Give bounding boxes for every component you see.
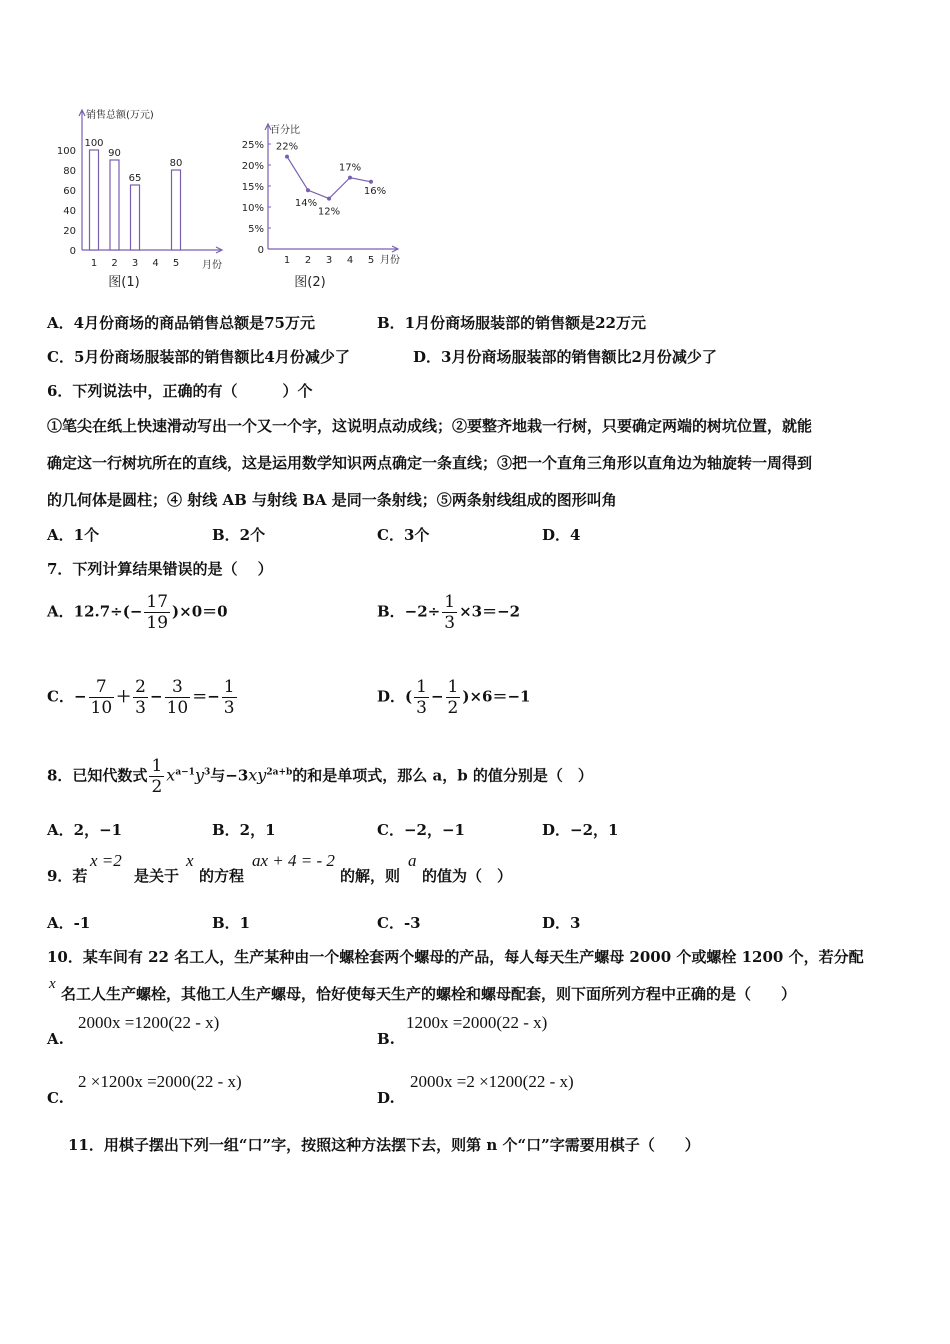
q9-option-d: D．3 (542, 914, 581, 932)
q9-prefix: 9．若 (47, 867, 88, 885)
figure1-bar-chart (52, 104, 242, 294)
q9-equation: ax + 4 = - 2 (252, 851, 335, 870)
fraction: $\frac{7}{10}$ (90, 677, 113, 718)
bar-value-label: 100 (84, 138, 104, 149)
q10-option-b-equation: 1200x =2000(22 - x) (406, 1013, 548, 1032)
q5-option-b: B．1月份商场服装部的销售额是22万元 (377, 314, 646, 332)
q9-suffix: 的值为（ ） (422, 867, 513, 885)
q9-equation-x: x =2 (90, 851, 122, 870)
data-point-label: 16% (363, 185, 387, 197)
y-axis-label: 百分比 (270, 125, 300, 136)
data-point (306, 188, 310, 192)
data-point-label: 17% (338, 162, 362, 174)
fraction: $\frac{1}{2}$ (151, 756, 163, 797)
bar-value-label: 90 (108, 148, 121, 159)
q8-option-d: D．−2，1 (542, 821, 619, 839)
x-tick-label: 1 (283, 255, 291, 266)
q8-option-a: A．2，−1 (47, 821, 123, 839)
q9-variable-x: x (186, 851, 194, 870)
q8-option-b: B．2，1 (212, 821, 276, 839)
y-tick-label: 0 (69, 246, 76, 257)
data-point (348, 176, 352, 180)
data-point (369, 180, 373, 184)
q10-stem-line1: 10．某车间有 22 名工人，生产某种由一个螺栓套两个螺母的产品，每人每天生产螺母 2000 个或螺栓 1200 个，若分配 (47, 948, 864, 966)
y-tick-label: 60 (63, 186, 76, 197)
q7-option-d: D．( $\frac{1}{3}$ − $\frac{1}{2}$ )×6＝−1 (377, 677, 531, 718)
q8-stem: 8．已知代数式 $\frac{1}{2}$ $x^{a-1}y^3$与$-3xy^{2a+b}$的和是单项式，那么 a，b 的值分别是（ ） (47, 756, 593, 797)
bar (90, 150, 99, 250)
q5-option-d: D．3月份商场服装部的销售额比2月份减少了 (413, 348, 717, 366)
bar-value-label: 80 (169, 158, 183, 169)
q9-option-b: B．1 (212, 914, 251, 932)
q9-text-about: 是关于 (134, 867, 180, 885)
fraction: $\frac{3}{10}$ (166, 677, 189, 718)
figure1-plot (57, 108, 222, 290)
q6-body-line2: 确定这一行树坑所在的直线，这是运用数学知识两点确定一条直线；③把一个直角三角形以直角边为轴旋转一周得到 (47, 454, 813, 472)
q9-text-equation: 的方程 (199, 867, 245, 885)
q6-option-d: D．4 (542, 526, 581, 544)
fraction: $\frac{2}{3}$ (135, 677, 146, 718)
q10-option-b-label: B. (377, 1030, 395, 1048)
fraction: $\frac{17}{19}$ (146, 592, 169, 633)
data-point (285, 155, 289, 159)
y-tick-label: 10% (241, 203, 264, 214)
q6-stem: 6．下列说法中，正确的有（ ）个 (47, 382, 313, 400)
data-point (327, 197, 331, 201)
q11-stem: 11．用棋子摆出下列一组“口”字，按照这种方法摆下去，则第 n 个“口”字需要用棋子（ ） (68, 1136, 700, 1154)
y-tick-label: 80 (63, 166, 76, 177)
q10-option-d-equation: 2000x =2 ×1200(22 - x) (410, 1072, 574, 1091)
q10-option-a-label: A. (47, 1030, 64, 1048)
fraction: $\frac{1}{2}$ (447, 677, 459, 718)
figure2-plot (242, 123, 400, 290)
x-tick-label: 2 (304, 255, 312, 266)
q5-option-c: C．5月份商场服装部的销售额比4月份减少了 (47, 348, 350, 366)
bar (131, 185, 140, 250)
figure-caption: 图(2) (294, 275, 326, 290)
bar (172, 170, 181, 250)
q6-body-line3: 的几何体是圆柱；④ 射线 AB 与射线 BA 是同一条射线；⑤两条射线组成的图形叫角 (47, 491, 617, 509)
y-tick-label: 20% (241, 161, 264, 172)
q9-text-solution: 的解，则 (340, 867, 401, 885)
y-tick-label: 40 (63, 206, 76, 217)
x-tick-label: 5 (367, 255, 375, 266)
y-tick-label: 0 (257, 245, 264, 256)
q6-body-line1: ①笔尖在纸上快速滑动写出一个又一个字，这说明点动成线；②要整齐地栽一行树，只要确定两端的树坑位置，就能 (47, 417, 813, 435)
q7-option-a: A．12.7÷(− $\frac{17}{19}$ )×0＝0 (47, 592, 228, 633)
q8-option-c: C．−2，−1 (377, 821, 465, 839)
q7-option-c: C．− $\frac{7}{10}$ ＋ $\frac{2}{3}$ − $\frac{3}{10}$ ＝− $\frac{1}{3}$ (47, 677, 235, 718)
x-tick-label: 4 (346, 255, 354, 266)
y-tick-label: 15% (241, 182, 264, 193)
bar-value-label: 65 (128, 173, 142, 184)
figure2-line-chart (238, 118, 418, 296)
y-axis-label: 销售总额(万元) (86, 110, 154, 121)
x-axis-label: 月份 (380, 255, 400, 266)
x-tick-label: 3 (325, 255, 333, 266)
q10-option-a-equation: 2000x =1200(22 - x) (78, 1013, 220, 1032)
q9-variable-a: a (408, 851, 417, 870)
figure-caption: 图(1) (108, 275, 140, 290)
q5-option-a: A．4月份商场的商品销售总额是75万元 (47, 314, 315, 332)
data-point-label: 12% (317, 206, 341, 218)
y-tick-label: 100 (56, 146, 76, 157)
q9-option-a: A．-1 (47, 914, 91, 932)
fraction: $\frac{1}{3}$ (444, 592, 456, 633)
q7-option-b: B．−2÷ $\frac{1}{3}$ ×3＝−2 (377, 592, 521, 633)
data-point-label: 22% (275, 141, 299, 153)
q10-option-c-label: C. (47, 1089, 64, 1107)
bar (110, 160, 119, 250)
q6-option-b: B．2个 (212, 526, 266, 544)
x-tick-label: 5 (172, 258, 180, 269)
x-tick-label: 4 (152, 258, 159, 269)
q10-option-d-label: D. (377, 1089, 395, 1107)
q9-option-c: C．-3 (377, 914, 421, 932)
y-tick-label: 25% (241, 140, 264, 151)
q10-variable-x: x (49, 976, 56, 992)
y-tick-label: 20 (63, 226, 76, 237)
q6-option-a: A．1个 (47, 526, 100, 544)
fraction: $\frac{1}{3}$ (223, 677, 235, 718)
x-tick-label: 3 (131, 258, 139, 269)
x-tick-label: 1 (90, 258, 98, 269)
q10-stem-line2: 名工人生产螺栓，其他工人生产螺母，恰好使每天生产的螺栓和螺母配套，则下面所列方程中正确的是（ ） (61, 985, 797, 1003)
q7-stem: 7．下列计算结果错误的是（ ） (47, 560, 273, 578)
fraction: $\frac{1}{3}$ (416, 677, 427, 718)
data-point-label: 14% (294, 198, 318, 210)
y-tick-label: 5% (248, 224, 264, 235)
q6-option-c: C．3个 (377, 526, 430, 544)
q10-option-c-equation: 2 ×1200x =2000(22 - x) (78, 1072, 242, 1091)
x-axis-label: 月份 (202, 260, 222, 271)
x-tick-label: 2 (111, 258, 118, 269)
